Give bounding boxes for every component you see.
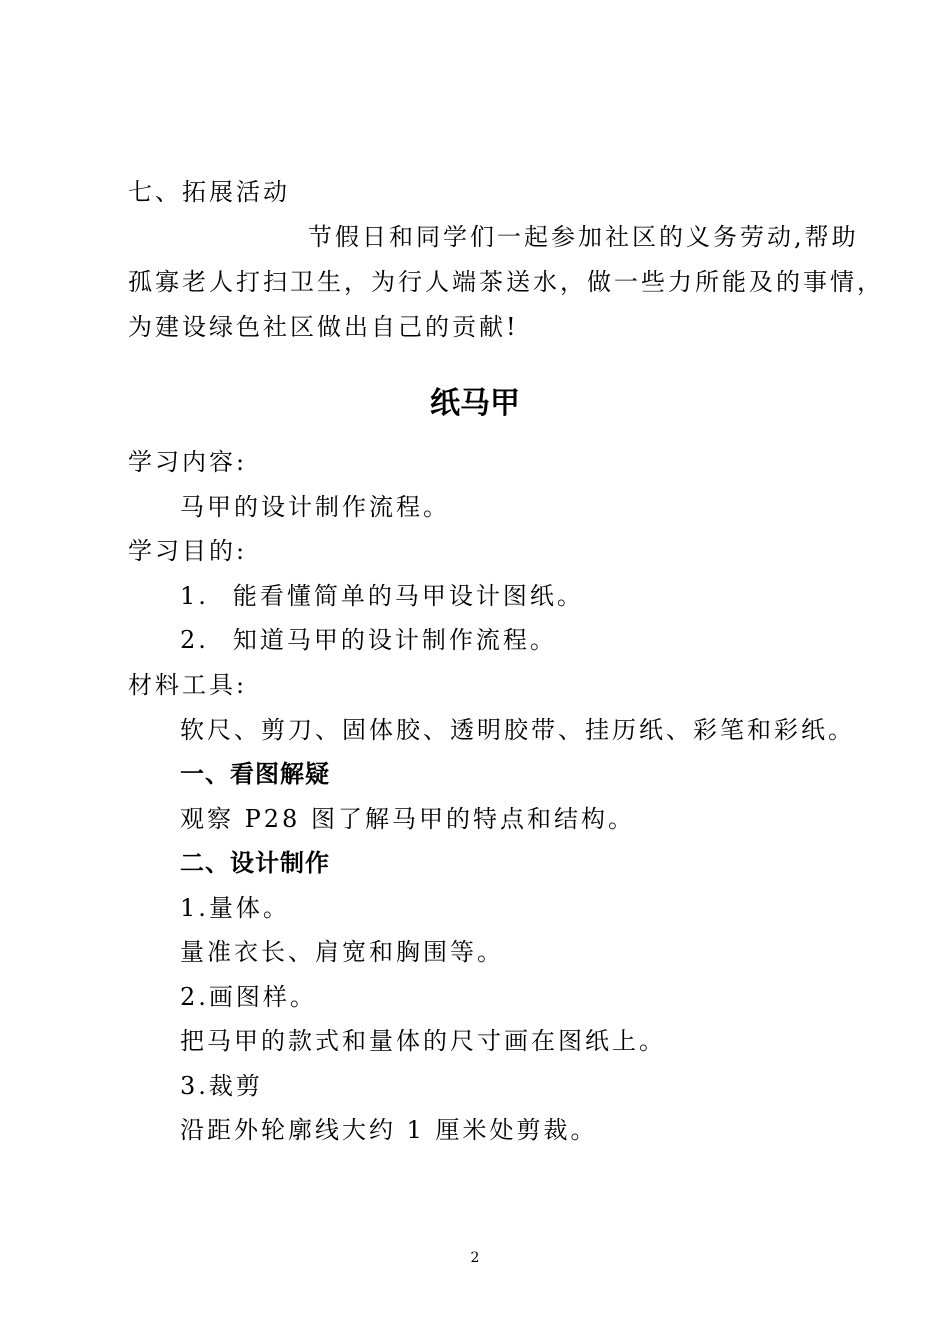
goal-number: 1. xyxy=(180,582,209,610)
extension-line-2: 孤寡老人打扫卫生，为行人端茶送水，做一些力所能及的事情， xyxy=(128,268,884,296)
extension-line-3: 为建设绿色社区做出自己的贡献! xyxy=(128,313,519,341)
goal-item xyxy=(180,625,557,655)
extension-line-1: 节假日和同学们一起参加社区的义务劳动,帮助 xyxy=(308,223,859,251)
content-label: 学习内容: xyxy=(128,448,248,476)
section1-text: 观察 P28 图了解马甲的特点和结构。 xyxy=(180,805,635,833)
goal-number: 2. xyxy=(180,626,209,654)
step1-text: 量准衣长、肩宽和胸围等。 xyxy=(180,938,504,966)
section1-heading: 一、看图解疑 xyxy=(180,760,330,788)
materials-text: 软尺、剪刀、固体胶、透明胶带、挂历纸、彩笔和彩纸。 xyxy=(180,716,855,744)
goal-text: 能看懂简单的马甲设计图纸。 xyxy=(232,582,584,610)
goal-text: 知道马甲的设计制作流程。 xyxy=(232,626,557,654)
goal-label: 学习目的: xyxy=(128,537,248,565)
materials-label: 材料工具: xyxy=(128,671,248,699)
step1-label: 1.量体。 xyxy=(180,894,290,922)
step2-text: 把马甲的款式和量体的尺寸画在图纸上。 xyxy=(180,1027,666,1055)
goal-item xyxy=(180,581,584,611)
content-text: 马甲的设计制作流程。 xyxy=(180,493,450,521)
step3-label: 3.裁剪 xyxy=(180,1072,263,1100)
step3-text: 沿距外轮廓线大约 1 厘米处剪裁。 xyxy=(180,1116,598,1144)
page-number: 2 xyxy=(470,1250,480,1266)
step2-label: 2.画图样。 xyxy=(180,983,317,1011)
section2-heading: 二、设计制作 xyxy=(180,849,330,877)
extension-heading: 七、拓展活动 xyxy=(128,178,290,206)
lesson-title: 纸马甲 xyxy=(430,386,520,421)
